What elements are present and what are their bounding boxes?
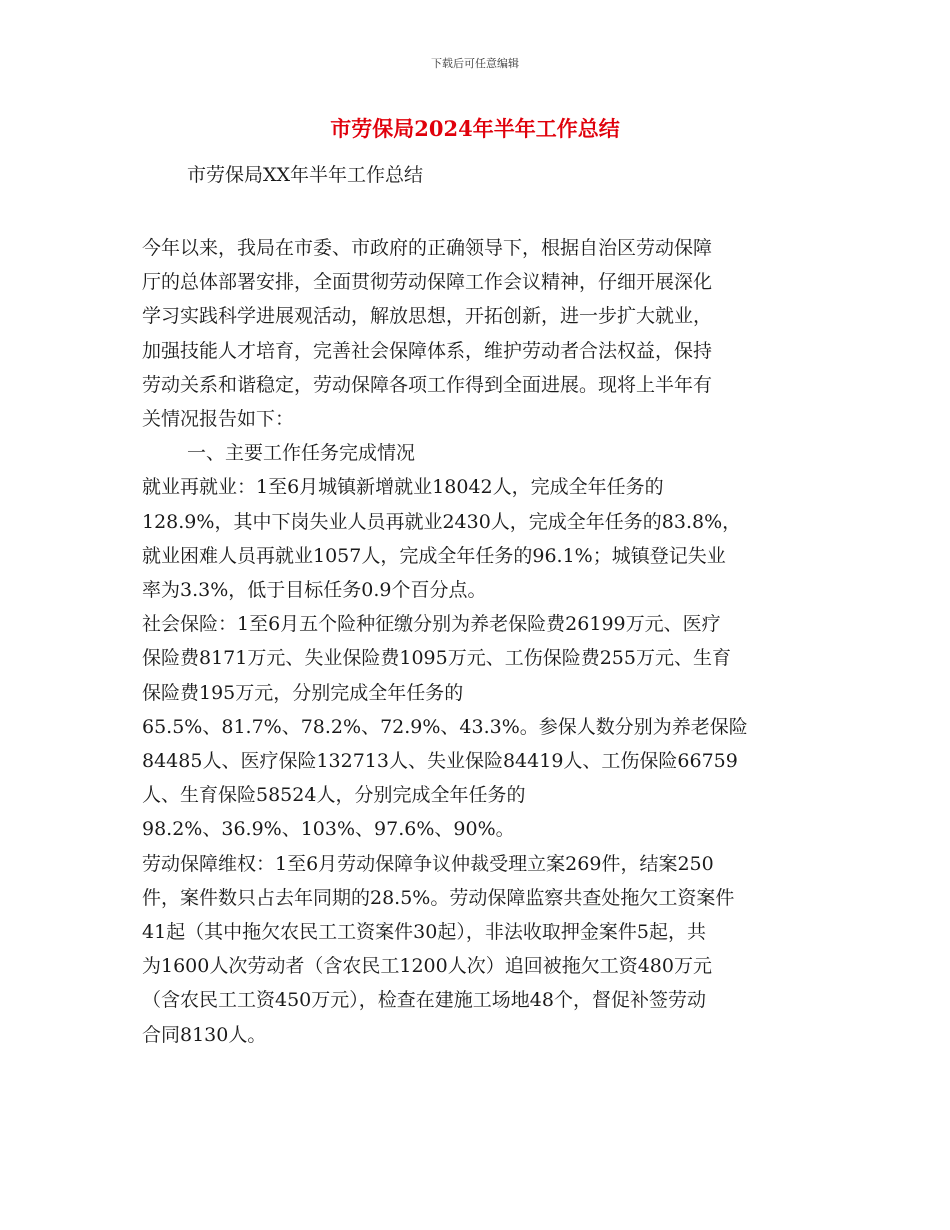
employment-paragraph xyxy=(142,470,812,607)
text-line: 加强技能人才培育，完善社会保障体系，维护劳动者合法权益，保持 xyxy=(142,339,713,362)
text-line: 社会保险：1至6月五个险种征缴分别为养老保险费26199万元、医疗 xyxy=(142,613,721,636)
section-heading-text: 一、主要工作任务完成情况 xyxy=(187,442,416,465)
text-line: 劳动保障维权：1至6月劳动保障争议仲裁受理立案269件，结案250 xyxy=(142,852,714,875)
text-line: 劳动关系和谐稳定，劳动保障各项工作得到全面进展。现将上半年有 xyxy=(142,373,713,396)
text-line: 合同8130人。 xyxy=(142,1023,267,1046)
text-line: 关情况报告如下： xyxy=(142,408,295,431)
text-line: 学习实践科学进展观活动，解放思想，开拓创新，进一步扩大就业， xyxy=(142,305,713,328)
text-line: 就业再就业：1至6月城镇新增就业18042人，完成全年任务的 xyxy=(142,476,664,499)
text-line: 件，案件数只占去年同期的28.5%。劳动保障监察共查处拖欠工资案件 xyxy=(142,886,735,909)
text-line: 率为3.3%，低于目标任务0.9个百分点。 xyxy=(142,579,487,602)
text-line: 保险费195万元，分别完成全年任务的 xyxy=(142,681,464,704)
document-subtitle: 市劳保局XX年半年工作总结 xyxy=(187,164,424,186)
text-line: 保险费8171万元、失业保险费1095万元、工伤保险费255万元、生育 xyxy=(142,647,731,670)
intro-paragraph xyxy=(142,231,812,436)
document-title: 市劳保局2024年半年工作总结 xyxy=(330,116,620,141)
rights-paragraph xyxy=(142,847,812,1052)
text-line: 今年以来，我局在市委、市政府的正确领导下，根据自治区劳动保障 xyxy=(142,237,713,259)
text-line: 98.2%、36.9%、103%、97.6%、90%。 xyxy=(142,818,515,841)
text-line: （含农民工工资450万元），检查在建施工场地48个，督促补签劳动 xyxy=(142,989,706,1012)
insurance-paragraph xyxy=(142,607,812,846)
text-line: 为1600人次劳动者（含农民工1200人次）追回被拖欠工资480万元 xyxy=(142,955,712,978)
text-line: 65.5%、81.7%、78.2%、72.9%、43.3%。参保人数分别为养老保险 xyxy=(142,715,748,738)
text-line: 人、生育保险58524人，分别完成全年任务的 xyxy=(142,784,526,807)
header-note: 下载后可任意编辑 xyxy=(431,57,519,70)
text-line: 41起（其中拖欠农民工工资案件30起），非法收取押金案件5起，共 xyxy=(142,921,706,944)
text-line: 厅的总体部署安排，全面贯彻劳动保障工作会议精神，仔细开展深化 xyxy=(142,271,713,294)
document-body xyxy=(142,231,812,1052)
text-line: 128.9%，其中下岗失业人员再就业2430人，完成全年任务的83.8%， xyxy=(142,510,742,533)
text-line: 84485人、医疗保险132713人、失业保险84419人、工伤保险66759 xyxy=(142,750,738,773)
text-line: 就业困难人员再就业1057人，完成全年任务的96.1%；城镇登记失业 xyxy=(142,544,726,567)
section-heading xyxy=(142,436,812,470)
